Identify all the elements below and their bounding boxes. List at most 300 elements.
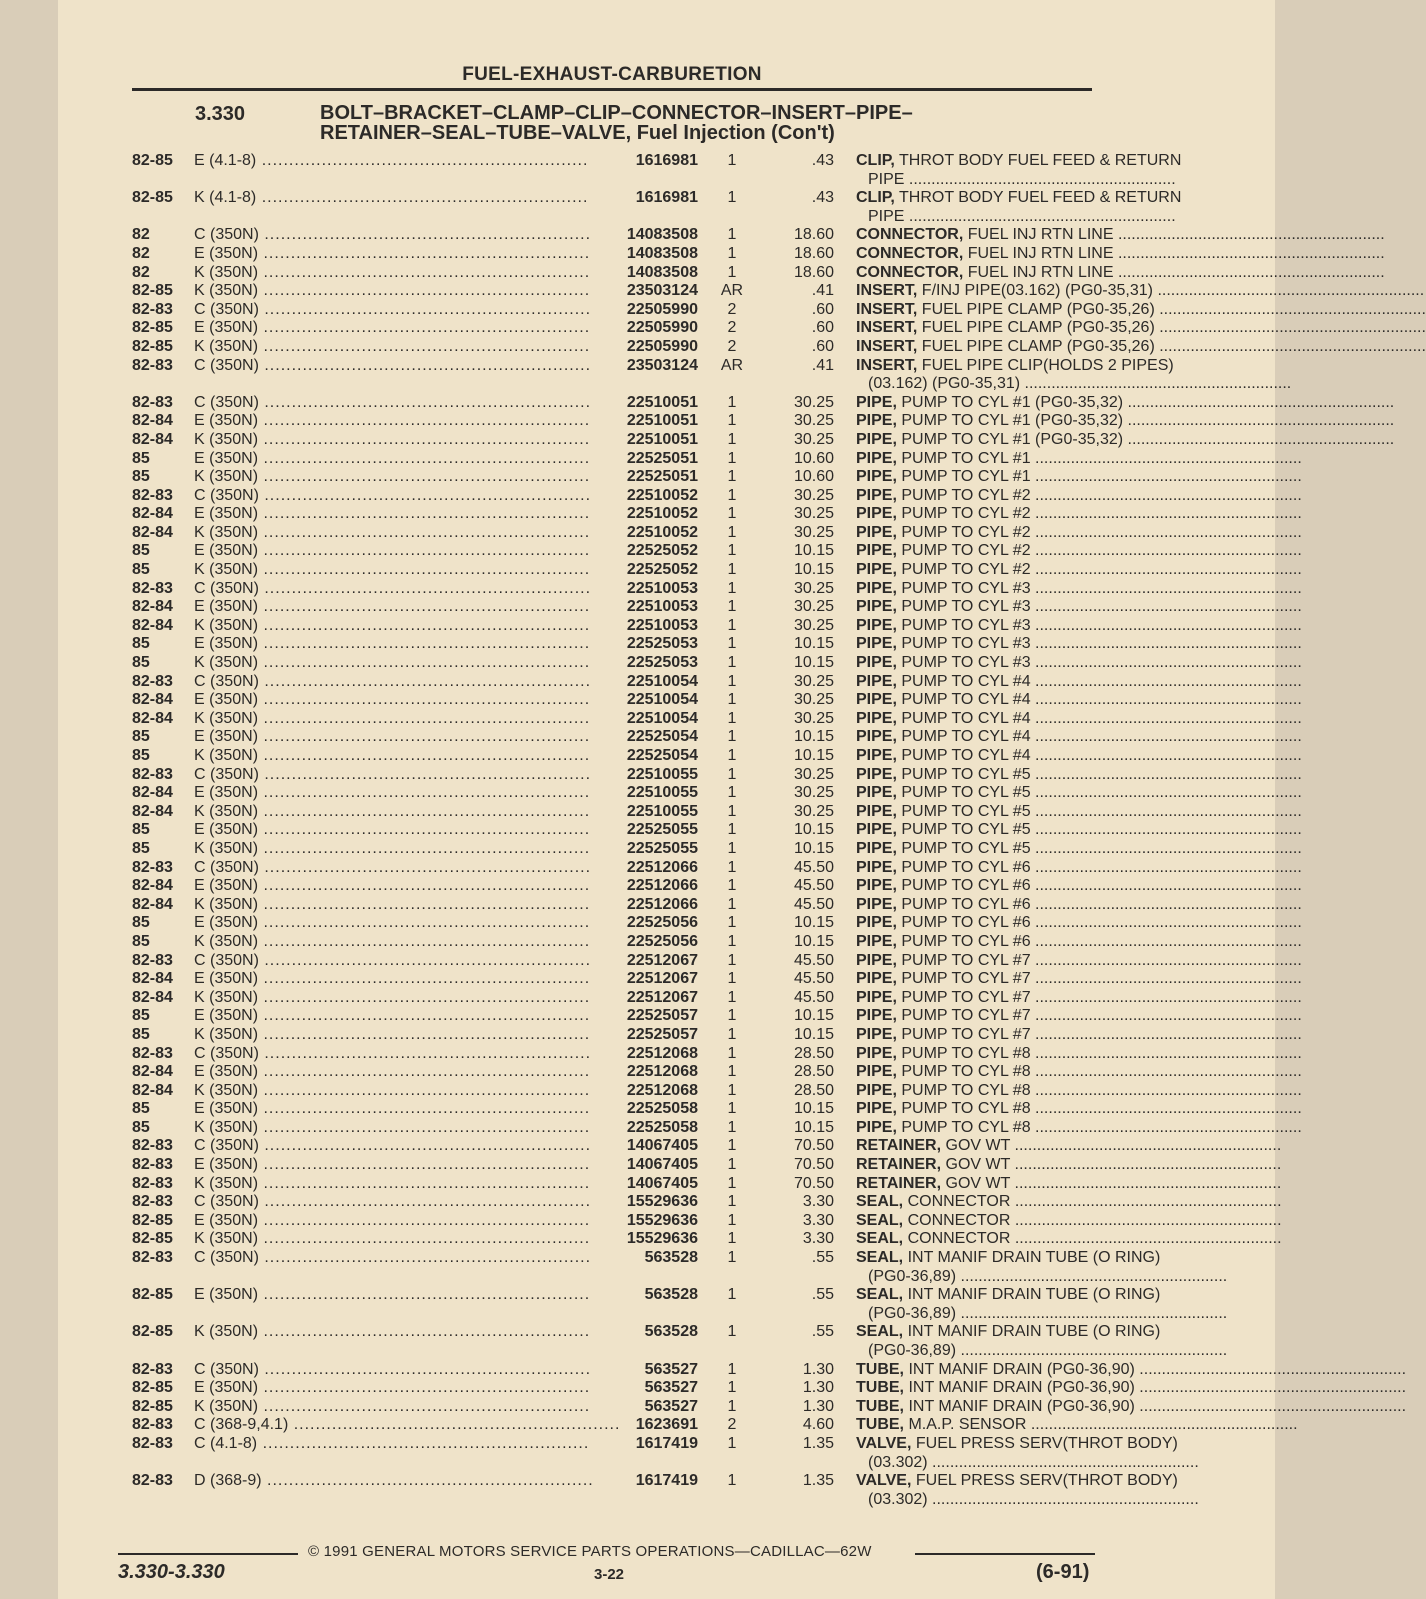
quantity: 1 — [727, 1044, 737, 1062]
description: CONNECTOR, FUEL INJ RTN LINE ............................................................ — [856, 263, 1385, 281]
model-year: 82-84 — [132, 877, 173, 895]
description: RETAINER, GOV WT ............................................................ — [856, 1174, 1282, 1192]
model-code: E (350N) — [194, 635, 259, 653]
description: PIPE, PUMP TO CYL #4 ............................................................ — [856, 709, 1302, 727]
part-description: PUMP TO CYL #6 — [896, 877, 1031, 895]
model-cell: C (350N) ............................................................ — [194, 579, 592, 597]
description-continued-text: PIPE — [868, 207, 905, 225]
quantity: 1 — [727, 1434, 737, 1452]
description — [856, 189, 1222, 207]
model-code: C (368-9,4.1) — [194, 1416, 289, 1434]
description: SEAL, CONNECTOR ............................................................ — [856, 1193, 1282, 1211]
model-year: 85 — [132, 914, 150, 932]
part-description: PUMP TO CYL #8 — [896, 1063, 1031, 1081]
model-year: 82-84 — [132, 895, 173, 913]
model-code: C (350N) — [194, 579, 259, 597]
description: PIPE, PUMP TO CYL #7 ............................................................ — [856, 951, 1302, 969]
model-year: 82-85 — [132, 337, 173, 355]
part-number: 22510052 — [626, 486, 698, 504]
part-number: 22510055 — [626, 784, 698, 802]
price: 10.15 — [793, 747, 834, 764]
part-number: 22525051 — [626, 468, 698, 486]
description — [856, 1249, 1222, 1267]
model-year: 82-84 — [132, 1081, 173, 1099]
table-row — [132, 839, 1302, 859]
table-row — [132, 1379, 1407, 1398]
model-cell: K (350N) ............................................................ — [194, 337, 591, 355]
part-name: PIPE, — [856, 858, 897, 876]
part-name: PIPE, — [856, 672, 897, 690]
part-description: FUEL PIPE CLAMP (PG0-35,26) — [917, 300, 1155, 318]
model-cell: K (350N) ............................................................ — [194, 895, 591, 913]
model-year: 82-84 — [132, 412, 173, 430]
part-number: 22510051 — [626, 412, 698, 430]
part-name: PIPE, — [856, 932, 897, 950]
part-name: PIPE, — [856, 821, 897, 839]
model-code: C (350N) — [194, 356, 259, 374]
price: 10.15 — [793, 1025, 834, 1043]
part-description: PUMP TO CYL #1 — [896, 468, 1031, 486]
part-description: PUMP TO CYL #7 — [896, 970, 1031, 988]
table-row — [132, 784, 1302, 803]
part-name: PIPE, — [856, 579, 897, 597]
description: PIPE, PUMP TO CYL #6 ............................................................ — [856, 914, 1302, 932]
price: 28.50 — [793, 1063, 834, 1081]
part-name: TUBE, — [856, 1360, 904, 1378]
part-description: FUEL PRESS SERV(THROT BODY) — [911, 1434, 1178, 1452]
part-number: 1617419 — [635, 1434, 698, 1452]
price: 30.25 — [793, 523, 834, 541]
part-description: INT MANIF DRAIN TUBE (O RING) — [903, 1249, 1161, 1267]
part-name: PIPE, — [856, 486, 897, 504]
price: 30.25 — [793, 579, 834, 597]
model-code: E (350N) — [194, 412, 259, 430]
part-name: PIPE, — [856, 1025, 897, 1043]
table-row — [132, 319, 1426, 338]
quantity: 1 — [727, 1472, 737, 1490]
description: PIPE, PUMP TO CYL #8 ............................................................ — [856, 1100, 1302, 1118]
model-cell: K (350N) ............................................................ — [194, 561, 591, 579]
part-number: 22525052 — [626, 542, 698, 560]
part-description: PUMP TO CYL #8 — [896, 1118, 1031, 1136]
quantity: 1 — [727, 784, 737, 802]
quantity: 1 — [727, 877, 737, 895]
description-continued-text: (03.302) — [868, 1453, 928, 1471]
price: .55 — [811, 1249, 834, 1267]
description — [856, 152, 1222, 170]
table-row — [132, 1434, 1199, 1472]
table-row — [132, 1118, 1302, 1138]
quantity: 1 — [727, 672, 737, 690]
part-name: PIPE, — [856, 523, 897, 541]
model-cell: C (350N) ............................................................ — [194, 951, 592, 969]
description: PIPE, PUMP TO CYL #3 ............................................................ — [856, 579, 1302, 597]
part-description: PUMP TO CYL #7 — [896, 988, 1031, 1006]
part-name: SEAL, — [856, 1230, 904, 1248]
model-cell: D (368-9) ............................................................ — [194, 1472, 594, 1490]
part-name: CLIP, — [856, 152, 895, 169]
part-name: PIPE, — [856, 988, 897, 1006]
model-year: 82-84 — [132, 709, 173, 727]
model-code: K (4.1-8) — [194, 189, 257, 207]
model-cell: E (350N) ............................................................ — [194, 244, 591, 262]
table-row — [132, 189, 1182, 226]
price: 18.60 — [793, 244, 834, 262]
part-description: PUMP TO CYL #8 — [896, 1081, 1031, 1099]
part-number: 14067405 — [626, 1156, 698, 1174]
model-code: E (350N) — [194, 319, 259, 337]
description: PIPE, PUMP TO CYL #2 ............................................................ — [856, 523, 1302, 541]
table-row — [132, 932, 1302, 952]
part-name: PIPE, — [856, 542, 897, 560]
price: 30.25 — [793, 802, 834, 820]
part-description: FUEL INJ RTN LINE — [963, 226, 1114, 244]
description: PIPE, PUMP TO CYL #8 ............................................................ — [856, 1081, 1302, 1099]
price: 10.15 — [793, 635, 834, 653]
model-code: C (350N) — [194, 672, 259, 690]
part-name: PIPE, — [856, 765, 897, 783]
part-description: PUMP TO CYL #7 — [896, 1025, 1031, 1043]
price: 18.60 — [793, 226, 834, 244]
part-name: SEAL, — [856, 1193, 904, 1211]
part-number: 1616981 — [635, 152, 698, 169]
part-name: RETAINER, — [856, 1137, 942, 1155]
part-name: PIPE, — [856, 598, 897, 616]
part-number: 22512066 — [626, 858, 698, 876]
quantity: 2 — [727, 337, 737, 355]
model-year: 82-83 — [132, 858, 173, 876]
table-row — [132, 1397, 1407, 1417]
model-year: 82 — [132, 226, 150, 244]
quantity: 1 — [727, 1137, 737, 1155]
quantity: 1 — [727, 970, 737, 988]
description: PIPE, PUMP TO CYL #8 ............................................................ — [856, 1063, 1302, 1081]
part-description: PUMP TO CYL #2 — [896, 523, 1031, 541]
part-number: 22510053 — [626, 598, 698, 616]
description — [856, 1435, 1222, 1453]
model-code: K (350N) — [194, 337, 259, 355]
part-description: PUMP TO CYL #3 — [896, 616, 1031, 634]
model-year: 82-85 — [132, 1323, 173, 1341]
table-row — [132, 598, 1302, 617]
model-cell: E (350N) ............................................................ — [194, 1063, 591, 1081]
price: 70.50 — [793, 1174, 834, 1192]
table-row — [132, 877, 1302, 896]
model-code: K (350N) — [194, 523, 259, 541]
table-row — [132, 505, 1302, 524]
price: 30.25 — [793, 709, 834, 727]
table-row — [132, 1137, 1282, 1156]
model-cell: E (350N) ............................................................ — [194, 635, 591, 653]
part-name: PIPE, — [856, 1081, 897, 1099]
model-year: 82 — [132, 263, 150, 281]
part-number: 563528 — [644, 1249, 698, 1267]
model-code: E (350N) — [194, 1007, 259, 1025]
price: .41 — [811, 282, 834, 300]
model-cell: C (350N) ............................................................ — [194, 356, 592, 374]
model-code: C (350N) — [194, 393, 259, 411]
model-cell: E (350N) ............................................................ — [194, 505, 591, 523]
model-code: C (350N) — [194, 226, 259, 244]
quantity: 1 — [727, 1286, 737, 1304]
quantity: 1 — [727, 747, 737, 764]
part-name: PIPE, — [856, 449, 897, 467]
model-code: E (350N) — [194, 449, 259, 467]
footer-copyright: © 1991 GENERAL MOTORS SERVICE PARTS OPERATIONS—CADILLAC—62W — [308, 1543, 872, 1560]
description: INSERT, FUEL PIPE CLAMP (PG0-35,26) ............................................................ — [856, 300, 1426, 318]
table-row — [132, 1211, 1282, 1231]
quantity: 1 — [727, 1323, 737, 1341]
part-description: FUEL PIPE CLAMP (PG0-35,26) — [917, 337, 1155, 355]
price: 1.30 — [802, 1360, 834, 1378]
part-number: 22510055 — [626, 765, 698, 783]
model-cell: E (350N) ............................................................ — [194, 598, 591, 616]
model-year: 82-83 — [132, 1360, 173, 1378]
price: 10.60 — [793, 468, 834, 486]
part-name: RETAINER, — [856, 1156, 942, 1174]
table-row — [132, 412, 1395, 431]
part-number: 14083508 — [626, 226, 698, 244]
quantity: 1 — [727, 635, 737, 653]
part-number: 563527 — [644, 1360, 698, 1378]
part-name: SEAL, — [856, 1286, 904, 1304]
model-year: 85 — [132, 1100, 150, 1118]
part-number: 1617419 — [635, 1472, 698, 1490]
table-row — [132, 393, 1395, 413]
model-cell: K (350N) ............................................................ — [194, 1397, 591, 1415]
section-number: 3.330 — [195, 103, 246, 125]
part-number: 22510054 — [626, 672, 698, 690]
part-description: M.A.P. SENSOR — [904, 1416, 1027, 1434]
part-description: PUMP TO CYL #3 — [896, 579, 1031, 597]
part-number: 14067405 — [626, 1174, 698, 1192]
part-description: PUMP TO CYL #2 — [896, 561, 1031, 579]
price: .43 — [811, 152, 834, 169]
model-code: K (350N) — [194, 747, 259, 764]
model-code: E (350N) — [194, 1286, 259, 1304]
part-name: PIPE, — [856, 747, 897, 764]
quantity: 1 — [727, 1397, 737, 1415]
model-year: 85 — [132, 1025, 150, 1043]
model-cell: E (350N) ............................................................ — [194, 728, 591, 746]
table-row — [132, 449, 1302, 469]
price: 1.30 — [802, 1397, 834, 1415]
description — [856, 1286, 1222, 1304]
footer-section-range: 3.330-3.330 — [118, 1561, 225, 1583]
model-cell: E (350N) ............................................................ — [194, 821, 591, 839]
part-number: 15529636 — [626, 1193, 698, 1211]
price: 4.60 — [802, 1416, 834, 1434]
table-row — [132, 282, 1425, 301]
part-name: PIPE, — [856, 654, 897, 672]
part-name: VALVE, — [856, 1472, 912, 1490]
quantity: AR — [720, 356, 744, 374]
description: PIPE, PUMP TO CYL #2 ............................................................ — [856, 542, 1302, 560]
quantity: 1 — [727, 486, 737, 504]
model-code: C (350N) — [194, 1360, 259, 1378]
model-year: 82-85 — [132, 1286, 173, 1304]
description: CONNECTOR, FUEL INJ RTN LINE ............................................................ — [856, 226, 1385, 244]
footer-rule-left — [118, 1553, 298, 1555]
model-code: K (350N) — [194, 709, 259, 727]
model-code: C (4.1-8) — [194, 1434, 258, 1452]
part-description: PUMP TO CYL #6 — [896, 858, 1031, 876]
model-cell: K (350N) ............................................................ — [194, 616, 591, 634]
description: SEAL, CONNECTOR ............................................................ — [856, 1211, 1282, 1229]
model-code: E (350N) — [194, 821, 259, 839]
price: 10.15 — [793, 914, 834, 932]
part-description: INT MANIF DRAIN TUBE (O RING) — [903, 1323, 1161, 1341]
table-row — [132, 970, 1302, 989]
quantity: 1 — [727, 1063, 737, 1081]
part-number: 22525054 — [626, 728, 698, 746]
price: 10.15 — [793, 839, 834, 857]
description: PIPE, PUMP TO CYL #7 ............................................................ — [856, 1007, 1302, 1025]
part-description: CONNECTOR — [903, 1230, 1011, 1248]
quantity: 1 — [727, 152, 737, 169]
quantity: 1 — [727, 1100, 737, 1118]
model-cell: C (350N) ............................................................ — [194, 1249, 592, 1267]
model-year: 85 — [132, 821, 150, 839]
price: 30.25 — [793, 505, 834, 523]
price: 30.25 — [793, 784, 834, 802]
model-code: K (350N) — [194, 1025, 259, 1043]
price: 10.15 — [793, 1118, 834, 1136]
price: 45.50 — [793, 858, 834, 876]
part-description: PUMP TO CYL #6 — [896, 932, 1031, 950]
model-code: E (350N) — [194, 244, 259, 262]
part-description: FUEL PRESS SERV(THROT BODY) — [911, 1472, 1178, 1490]
model-year: 85 — [132, 1118, 150, 1136]
model-cell: K (350N) ............................................................ — [194, 263, 591, 281]
table-row — [132, 914, 1302, 933]
description: PIPE, PUMP TO CYL #7 ............................................................ — [856, 970, 1302, 988]
part-name: SEAL, — [856, 1323, 904, 1341]
part-description: THROT BODY FUEL FEED & RETURN — [894, 152, 1182, 169]
model-code: E (350N) — [194, 728, 259, 746]
table-row — [132, 561, 1302, 580]
table-row — [132, 951, 1302, 971]
price: 70.50 — [793, 1137, 834, 1155]
part-description: PUMP TO CYL #2 — [896, 542, 1031, 560]
footer-page-number: 3-22 — [594, 1566, 625, 1583]
model-cell: K (350N) ............................................................ — [194, 1174, 591, 1192]
quantity: 1 — [727, 1360, 737, 1378]
model-code: K (350N) — [194, 1230, 259, 1248]
model-cell: C (350N) ............................................................ — [194, 226, 592, 244]
model-year: 82-85 — [132, 1211, 173, 1229]
part-number: 563527 — [644, 1397, 698, 1415]
price: 45.50 — [793, 877, 834, 895]
quantity: 1 — [727, 765, 737, 783]
model-year: 82-83 — [132, 300, 173, 318]
table-row — [132, 1193, 1282, 1212]
price: 18.60 — [793, 263, 834, 281]
description: PIPE, PUMP TO CYL #3 ............................................................ — [856, 598, 1302, 616]
part-number: 22525057 — [626, 1025, 698, 1043]
model-year: 82-85 — [132, 1397, 173, 1415]
quantity: 1 — [727, 728, 737, 746]
part-number: 563528 — [644, 1286, 698, 1304]
price: 45.50 — [793, 895, 834, 913]
quantity: 1 — [727, 226, 737, 244]
price: 30.25 — [793, 691, 834, 709]
description: PIPE, PUMP TO CYL #7 ............................................................ — [856, 988, 1302, 1006]
model-cell: K (350N) ............................................................ — [194, 932, 591, 950]
model-cell: K (350N) ............................................................ — [194, 988, 591, 1006]
price: 10.15 — [793, 728, 834, 746]
model-code: E (350N) — [194, 598, 259, 616]
part-number: 22525057 — [626, 1007, 698, 1025]
part-number: 22525058 — [626, 1118, 698, 1136]
model-code: K (350N) — [194, 1118, 259, 1136]
table-row — [132, 858, 1302, 878]
part-description: PUMP TO CYL #4 — [896, 709, 1031, 727]
part-description: PUMP TO CYL #5 — [896, 839, 1031, 857]
quantity: 1 — [727, 1025, 737, 1043]
model-cell: E (350N) ............................................................ — [194, 1286, 591, 1304]
description: RETAINER, GOV WT ............................................................ — [856, 1156, 1282, 1174]
model-cell: K (350N) ............................................................ — [194, 1323, 591, 1341]
quantity: 1 — [727, 858, 737, 876]
part-number: 22512068 — [626, 1081, 698, 1099]
part-number: 15529636 — [626, 1230, 698, 1248]
description-continued: (03.162) (PG0-35,31) ............................................................ — [868, 375, 1292, 393]
price: 10.15 — [793, 542, 834, 560]
quantity: 1 — [727, 616, 737, 634]
part-name: PIPE, — [856, 393, 897, 411]
quantity: 1 — [727, 839, 737, 857]
part-name: PIPE, — [856, 839, 897, 857]
table-row — [132, 616, 1302, 636]
model-code: C (350N) — [194, 858, 259, 876]
part-description: INT MANIF DRAIN TUBE (O RING) — [903, 1286, 1161, 1304]
quantity: 1 — [727, 1230, 737, 1248]
description: PIPE, PUMP TO CYL #5 ............................................................ — [856, 821, 1302, 839]
table-row — [132, 765, 1302, 785]
part-name: PIPE, — [856, 1063, 897, 1081]
part-number: 14067405 — [626, 1137, 698, 1155]
model-code: C (350N) — [194, 300, 259, 318]
model-year: 85 — [132, 542, 150, 560]
model-cell: K (350N) ............................................................ — [194, 839, 591, 857]
description: PIPE, PUMP TO CYL #6 ............................................................ — [856, 858, 1302, 876]
model-cell: K (350N) ............................................................ — [194, 523, 591, 541]
part-name: TUBE, — [856, 1416, 904, 1434]
quantity: 1 — [727, 468, 737, 486]
part-number: 22512068 — [626, 1044, 698, 1062]
table-row — [132, 654, 1302, 673]
model-code: E (350N) — [194, 1100, 259, 1118]
table-row — [132, 430, 1395, 450]
description: PIPE, PUMP TO CYL #1 (PG0-35,32) ............................................................ — [856, 393, 1395, 411]
model-cell: K (350N) ............................................................ — [194, 802, 591, 820]
model-year: 85 — [132, 747, 150, 764]
model-cell: E (350N) ............................................................ — [194, 412, 591, 430]
model-code: K (350N) — [194, 1323, 259, 1341]
price: 10.15 — [793, 1100, 834, 1118]
model-year: 82-83 — [132, 951, 173, 969]
part-name: INSERT, — [856, 282, 918, 300]
model-year: 82-83 — [132, 1472, 173, 1490]
price: 28.50 — [793, 1044, 834, 1062]
table-row — [132, 226, 1385, 245]
part-description: FUEL PIPE CLIP(HOLDS 2 PIPES) — [917, 356, 1174, 374]
price: 10.15 — [793, 654, 834, 672]
model-year: 82-84 — [132, 802, 173, 820]
model-cell: C (350N) ............................................................ — [194, 1360, 592, 1378]
quantity: 1 — [727, 914, 737, 932]
